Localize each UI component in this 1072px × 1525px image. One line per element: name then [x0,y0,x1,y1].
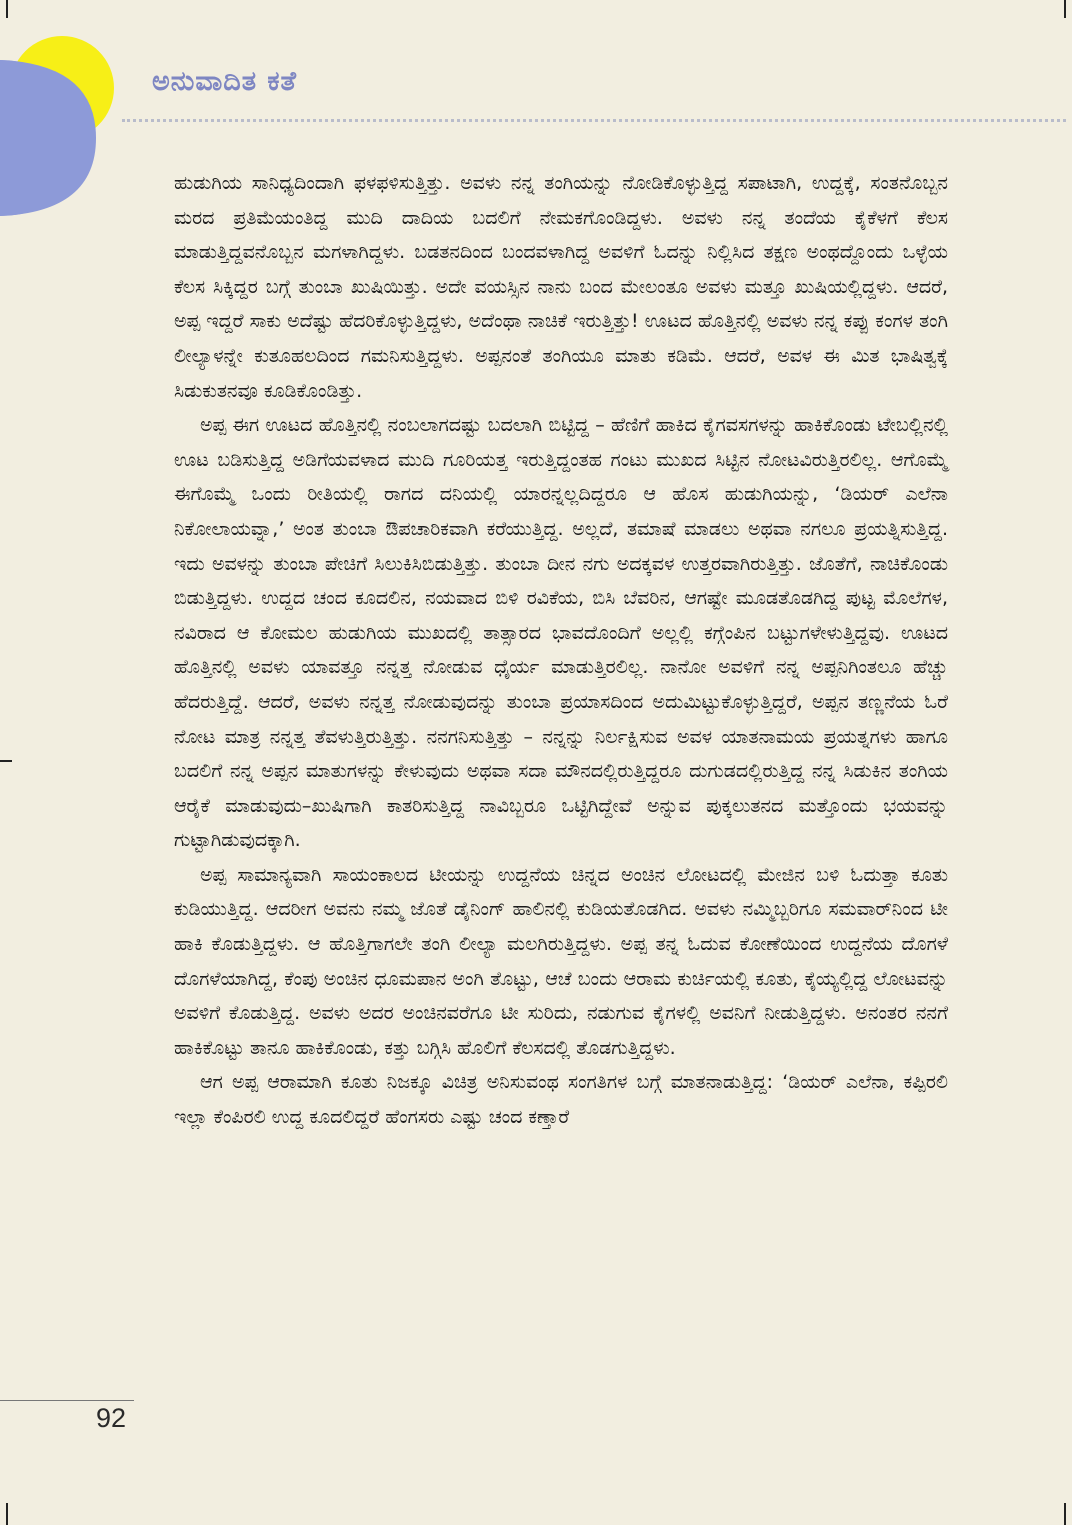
page-number: 92 [96,1403,127,1433]
footer-rule [0,1400,134,1401]
crop-mark-top-right [1064,0,1066,18]
crop-mark-bottom-left [6,1503,8,1525]
crop-mark-bottom-right [1064,1503,1066,1525]
paragraph: ಅಪ್ಪ ಸಾಮಾನ್ಯವಾಗಿ ಸಾಯಂಕಾಲದ ಟೀಯನ್ನು ಉದ್ದನೆಯ ಚಿನ್ನದ ಅಂಚಿನ ಲೋಟದಲ್ಲಿ ಮೇಜಿನ ಬಳಿ ಓದುತ್ತಾ ಕೂತು ಕುಡಿಯುತ್ತಿದ್ದ. ಆದರೀಗ ಅವನು ನಮ್ಮ ಜೊತೆ ಡೈನಿಂಗ್ ಹಾಲಿನಲ್ಲಿ ಕುಡಿಯತೊಡಗಿದ. ಅವಳು ನಮ್ಮಿಬ್ಬರಿಗೂ ಸಮವಾರ್‌ನಿಂದ ಟೀ ಹಾಕಿ ಕೊಡುತ್ತಿದ್ದಳು. ಆ ಹೊತ್ತಿಗಾಗಲೇ ತಂಗಿ ಲೀಲ್ಯಾ ಮಲಗಿರುತ್ತಿದ್ದಳು. ಅಪ್ಪ ತನ್ನ ಓದುವ ಕೋಣೆಯಿಂದ ಉದ್ದನೆಯ ದೊಗಳೆ ದೊಗಳೆಯಾಗಿದ್ದ, ಕೆಂಪು ಅಂಚಿನ ಧೂಮಪಾನ ಅಂಗಿ ತೊಟ್ಟು, ಆಚೆ ಬಂದು ಆರಾಮ ಕುರ್ಚಿಯಲ್ಲಿ ಕೂತು, ಕೈಯ್ಯಲ್ಲಿದ್ದ ಲೋಟವನ್ನು ಅವಳಿಗೆ ಕೊಡುತ್ತಿದ್ದ. ಅವಳು ಅದರ ಅಂಚಿನವರೆಗೂ ಟೀ ಸುರಿದು, ನಡುಗುವ ಕೈಗಳಲ್ಲಿ ಅವನಿಗೆ ನೀಡುತ್ತಿದ್ದಳು. ಅನಂತರ ನನಗೆ ಹಾಕಿಕೊಟ್ಟು ತಾನೂ ಹಾಕಿಕೊಂಡು, ಕತ್ತು ಬಗ್ಗಿಸಿ ಹೊಲಿಗೆ ಕೆಲಸದಲ್ಲಿ ತೊಡಗುತ್ತಿದ್ದಳು. [174,863,948,1059]
section-title: ಅನುವಾದಿತ ಕತೆ [152,66,297,97]
corner-decoration [0,0,140,220]
paragraph: ಅಪ್ಪ ಈಗ ಊಟದ ಹೊತ್ತಿನಲ್ಲಿ ನಂಬಲಾಗದಷ್ಟು ಬದಲಾಗಿ ಬಿಟ್ಟಿದ್ದ – ಹೆಣಿಗೆ ಹಾಕಿದ ಕೈಗವಸಗಳನ್ನು ಹಾಕಿಕೊಂಡು ಟೇಬಲ್ಲಿನಲ್ಲಿ ಊಟ ಬಡಿಸುತ್ತಿದ್ದ ಅಡಿಗೆಯವಳಾದ ಮುದಿ ಗೂರಿಯತ್ತ ಇರುತ್ತಿದ್ದಂತಹ ಗಂಟು ಮುಖದ ಸಿಟ್ಟಿನ ನೋಟವಿರುತ್ತಿರಲಿಲ್ಲ. ಆಗೊಮ್ಮೆ ಈಗೊಮ್ಮೆ ಒಂದು ರೀತಿಯಲ್ಲಿ ರಾಗದ ದನಿಯಲ್ಲಿ ಯಾರನ್ನಲ್ಲದಿದ್ದರೂ ಆ ಹೊಸ ಹುಡುಗಿಯನ್ನು, ‘ಡಿಯರ್ ಎಲೆನಾ ನಿಕೋಲಾಯವ್ನಾ,’ ಅಂತ ತುಂಬಾ ಔಪಚಾರಿಕವಾಗಿ ಕರೆಯುತ್ತಿದ್ದ. ಅಲ್ಲದೆ, ತಮಾಷೆ ಮಾಡಲು ಅಥವಾ ನಗಲೂ ಪ್ರಯತ್ನಿಸುತ್ತಿದ್ದ. ಇದು ಅವಳನ್ನು ತುಂಬಾ ಪೇಚಿಗೆ ಸಿಲುಕಿಸಿಬಿಡುತ್ತಿತ್ತು. ತುಂಬಾ ದೀನ ನಗು ಅದಕ್ಕವಳ ಉತ್ತರವಾಗಿರುತ್ತಿತ್ತು. ಜೊತೆಗೆ, ನಾಚಿಕೊಂಡು ಬಿಡುತ್ತಿದ್ದಳು. ಉದ್ದದ ಚಂದ ಕೂದಲಿನ, ನಯವಾದ ಬಿಳಿ ರವಿಕೆಯ, ಬಿಸಿ ಬೆವರಿನ, ಆಗಷ್ಟೇ ಮೂಡತೊಡಗಿದ್ದ ಪುಟ್ಟ ಮೊಲೆಗಳ, ನವಿರಾದ ಆ ಕೋಮಲ ಹುಡುಗಿಯ ಮುಖದಲ್ಲಿ ತಾತ್ಸಾರದ ಭಾವದೊಂದಿಗೆ ಅಲ್ಲಲ್ಲಿ ಕಗ್ಗೆಂಪಿನ ಬಟ್ಟುಗಳೇಳುತ್ತಿದ್ದವು. ಊಟದ ಹೊತ್ತಿನಲ್ಲಿ ಅವಳು ಯಾವತ್ತೂ ನನ್ನತ್ತ ನೋಡುವ ಧೈರ್ಯ ಮಾಡುತ್ತಿರಲಿಲ್ಲ. ನಾನೋ ಅವಳಿಗೆ ನನ್ನ ಅಪ್ಪನಿಗಿಂತಲೂ ಹೆಚ್ಚು ಹೆದರುತ್ತಿದ್ದೆ. ಆದರೆ, ಅವಳು ನನ್ನತ್ತ ನೋಡುವುದನ್ನು ತುಂಬಾ ಪ್ರಯಾಸದಿಂದ ಅದುಮಿಟ್ಟುಕೊಳ್ಳುತ್ತಿದ್ದರೆ, ಅಪ್ಪನ ತಣ್ಣನೆಯ ಓರೆ ನೋಟ ಮಾತ್ರ ನನ್ನತ್ತ ತೆವಳುತ್ತಿರುತ್ತಿತ್ತು. ನನಗನಿಸುತ್ತಿತ್ತು – ನನ್ನನ್ನು ನಿರ್ಲಕ್ಷಿಸುವ ಅವಳ ಯಾತನಾಮಯ ಪ್ರಯತ್ನಗಳು ಹಾಗೂ ಬದಲಿಗೆ ನನ್ನ ಅಪ್ಪನ ಮಾತುಗಳನ್ನು ಕೇಳುವುದು ಅಥವಾ ಸದಾ ಮೌನದಲ್ಲಿರುತ್ತಿದ್ದರೂ ದುಗುಡದಲ್ಲಿರುತ್ತಿದ್ದ ನನ್ನ ಸಿಡುಕಿನ ತಂಗಿಯ ಆರೈಕೆ ಮಾಡುವುದು–ಖುಷಿಗಾಗಿ ಕಾತರಿಸುತ್ತಿದ್ದ ನಾವಿಬ್ಬರೂ ಒಟ್ಟಿಗಿದ್ದೇವೆ ಅನ್ನುವ ಪುಕ್ಕಲುತನದ ಮತ್ತೊಂದು ಭಯವನ್ನು ಗುಟ್ಟಾಗಿಡುವುದಕ್ಕಾಗಿ. [174,414,948,852]
body-text [174,166,948,1135]
header-dotted-rule [122,119,1066,122]
crop-mark-middle-left [0,760,12,762]
paragraph: ಆಗ ಅಪ್ಪ ಆರಾಮಾಗಿ ಕೂತು ನಿಜಕ್ಕೂ ವಿಚಿತ್ರ ಅನಿಸುವಂಥ ಸಂಗತಿಗಳ ಬಗ್ಗೆ ಮಾತನಾಡುತ್ತಿದ್ದ: ‘ಡಿಯರ್ ಎಲೆನಾ, ಕಪ್ಪಿರಲಿ ಇಲ್ಲಾ ಕೆಂಪಿರಲಿ ಉದ್ದ ಕೂದಲಿದ್ದರೆ ಹೆಂಗಸರು ಎಷ್ಟು ಚಂದ ಕಣ್ತಾರೆ [174,1071,948,1129]
paragraph: ಹುಡುಗಿಯ ಸಾನಿಧ್ಯದಿಂದಾಗಿ ಫಳಫಳಿಸುತ್ತಿತ್ತು. ಅವಳು ನನ್ನ ತಂಗಿಯನ್ನು ನೋಡಿಕೊಳ್ಳುತ್ತಿದ್ದ ಸಪಾಟಾಗಿ, ಉದ್ದಕ್ಕೆ, ಸಂತನೊಬ್ಬನ ಮರದ ಪ್ರತಿಮೆಯಂತಿದ್ದ ಮುದಿ ದಾದಿಯ ಬದಲಿಗೆ ನೇಮಕಗೊಂಡಿದ್ದಳು. ಅವಳು ನನ್ನ ತಂದೆಯ ಕೈಕೆಳಗೆ ಕೆಲಸ ಮಾಡುತ್ತಿದ್ದವನೊಬ್ಬನ ಮಗಳಾಗಿದ್ದಳು. ಬಡತನದಿಂದ ಬಂದವಳಾಗಿದ್ದ ಅವಳಿಗೆ ಓದನ್ನು ನಿಲ್ಲಿಸಿದ ತಕ್ಷಣ ಅಂಥದ್ದೊಂದು ಒಳ್ಳೆಯ ಕೆಲಸ ಸಿಕ್ಕಿದ್ದರ ಬಗ್ಗೆ ತುಂಬಾ ಖುಷಿಯಿತ್ತು. ಅದೇ ವಯಸ್ಸಿನ ನಾನು ಬಂದ ಮೇಲಂತೂ ಅವಳು ಮತ್ತೂ ಖುಷಿಯಲ್ಲಿದ್ದಳು. ಆದರೆ, ಅಪ್ಪ ಇದ್ದರೆ ಸಾಕು ಅದೆಷ್ಟು ಹೆದರಿಕೊಳ್ಳುತ್ತಿದ್ದಳು, ಅದೆಂಥಾ ನಾಚಿಕೆ ಇರುತ್ತಿತ್ತು! ಊಟದ ಹೊತ್ತಿನಲ್ಲಿ ಅವಳು ನನ್ನ ಕಪ್ಪು ಕಂಗಳ ತಂಗಿ ಲೀಲ್ಯಾಳನ್ನೇ ಕುತೂಹಲದಿಂದ ಗಮನಿಸುತ್ತಿದ್ದಳು. ಅಪ್ಪನಂತೆ ತಂಗಿಯೂ ಮಾತು ಕಡಿಮೆ. ಆದರೆ, ಅವಳ ಈ ಮಿತ ಭಾಷಿತ್ವಕ್ಕೆ ಸಿಡುಕುತನವೂ ಕೂಡಿಕೊಂಡಿತ್ತು. [174,172,948,402]
